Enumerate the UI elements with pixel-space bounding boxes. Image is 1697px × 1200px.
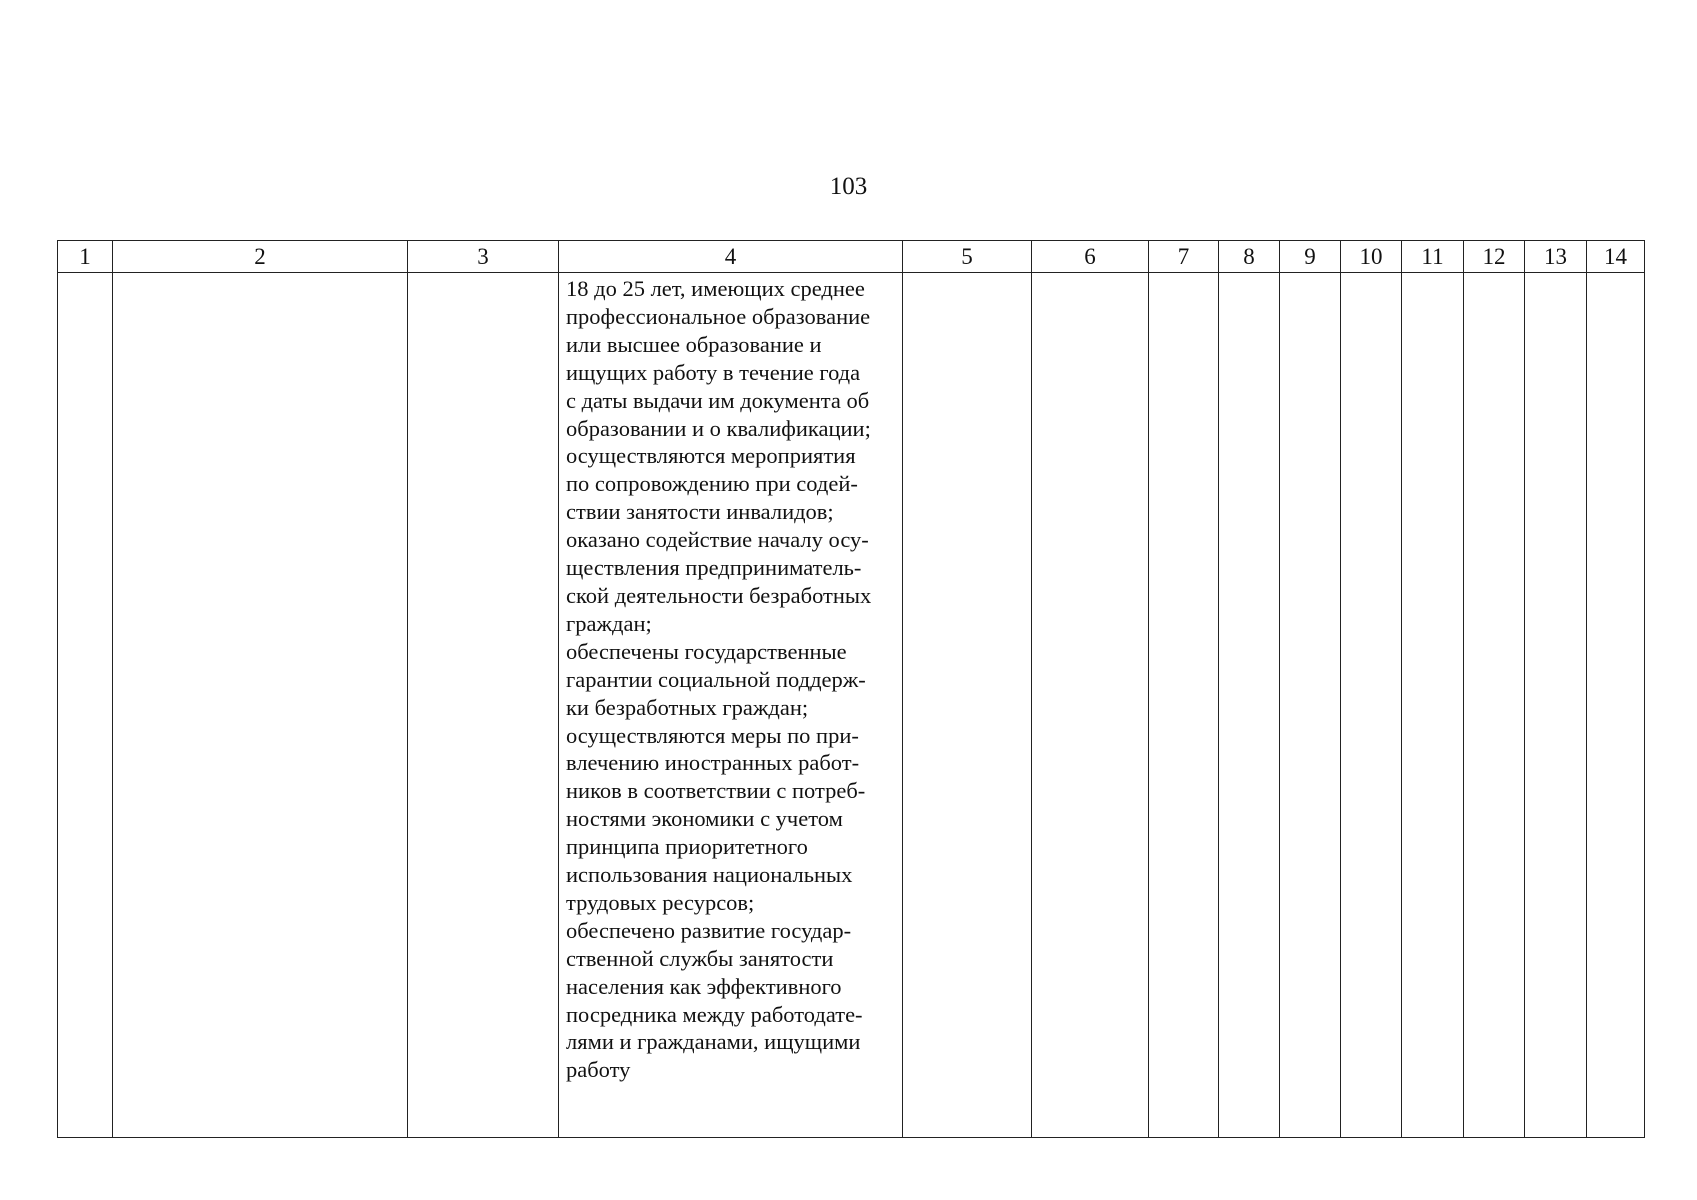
table-cell-content [559,273,903,1138]
table-cell [1525,273,1587,1138]
text-line: ственной службы занятости [566,945,834,971]
column-header: 4 [559,241,903,273]
text-line: ищущих работу в течение года [566,359,861,385]
text-line: осуществляются меры по при- [566,722,859,748]
table-cell [1219,273,1280,1138]
column-header: 2 [113,241,408,273]
table-header-row [58,241,1645,273]
text-line: обеспечены государственные [566,638,847,664]
text-line: населения как эффективного [566,973,842,999]
table-cell [1280,273,1341,1138]
table-cell [1341,273,1402,1138]
text-line: лями и гражданами, ищущими [566,1029,861,1055]
data-table [57,240,1645,1138]
column-header: 3 [408,241,559,273]
column-header: 12 [1464,241,1525,273]
text-line: профессиональное образование [566,303,871,329]
table-cell [408,273,559,1138]
text-line: гарантии социальной поддерж- [566,666,866,692]
column-header: 1 [58,241,113,273]
table-cell [1032,273,1149,1138]
text-line: граждан; [566,610,652,636]
column-header: 5 [903,241,1032,273]
table-cell [1587,273,1645,1138]
column-header: 7 [1149,241,1219,273]
text-line: оказано содействие началу осу- [566,527,869,553]
column-header: 8 [1219,241,1280,273]
text-line: ки безработных граждан; [566,694,809,720]
table-cell [903,273,1032,1138]
table-cell [1402,273,1464,1138]
text-line: ской деятельности безработных [566,582,872,608]
text-line: влечению иностранных работ- [566,750,860,776]
text-line: работу [566,1057,631,1083]
text-line: посредника между работодате- [566,1001,863,1027]
text-line: ществления предприниматель- [566,555,862,581]
column-header: 14 [1587,241,1645,273]
table-cell [1149,273,1219,1138]
text-line: ствии занятости инвалидов; [566,499,834,525]
text-line: с даты выдачи им документа об [566,387,870,413]
column-header: 11 [1402,241,1464,273]
text-line: осуществляются мероприятия [566,443,856,469]
text-line: обеспечено развитие государ- [566,917,852,943]
table-row [58,273,1645,1138]
text-line: образовании и о квалификации; [566,415,871,441]
text-line: или высшее образование и [566,331,822,357]
text-line: по сопровождению при содей- [566,471,858,497]
table-cell [113,273,408,1138]
text-line: 18 до 25 лет, имеющих среднее [566,276,865,301]
table-cell [1464,273,1525,1138]
column-header: 10 [1341,241,1402,273]
text-line: ностями экономики с учетом [566,806,843,832]
column-header: 13 [1525,241,1587,273]
text-line: принципа приоритетного [566,834,808,860]
page-number: 103 [829,173,868,200]
text-line: использования национальных [566,862,853,888]
table-cell [58,273,113,1138]
text-line: ников в соответствии с потреб- [566,778,866,804]
text-line: трудовых ресурсов; [566,889,755,915]
column-header: 9 [1280,241,1341,273]
column-header: 6 [1032,241,1149,273]
cell-text-block [559,273,902,1084]
